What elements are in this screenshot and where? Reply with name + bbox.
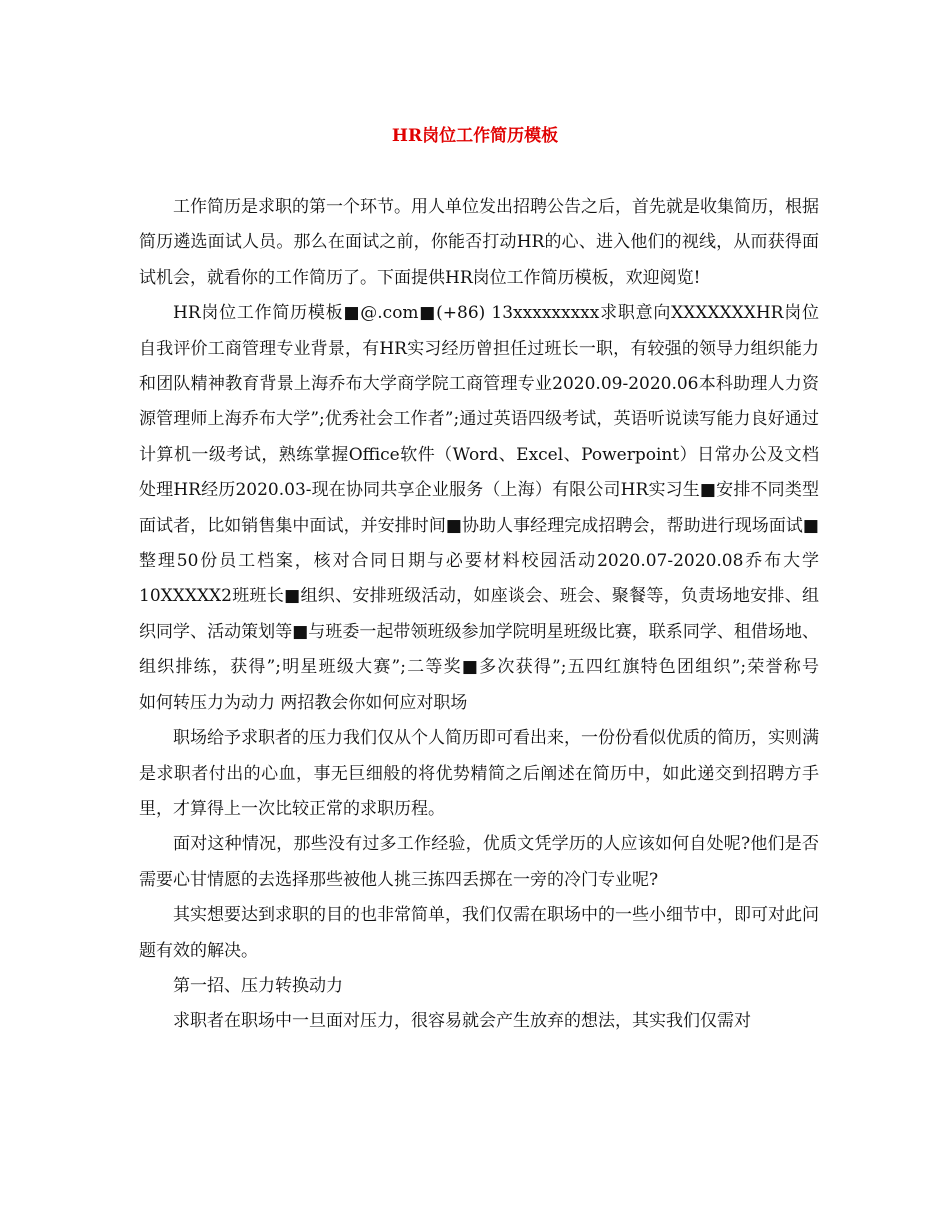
paragraph-question: 面对这种情况，那些没有过多工作经验，优质文凭学历的人应该如何自处呢?他们是否需要心甘情愿的去选择那些被他人挑三拣四丢掷在一旁的冷门专业呢? — [139, 834, 819, 890]
paragraph-intro: 工作简历是求职的第一个环节。用人单位发出招聘公告之后，首先就是收集简历，根据简历遴选面试人员。那么在面试之前，你能否打动HR的心、进入他们的视线，从而获得面试机会，就看你的工作简历了。下面提供HR岗位工作简历模板，欢迎阅览! — [139, 197, 819, 288]
document-body — [139, 190, 853, 1039]
paragraph-last: 求职者在职场中一旦面对压力，很容易就会产生放弃的想法，其实我们仅需对 — [173, 1011, 751, 1032]
paragraph-resume-template: HR岗位工作简历模板■@.com■(+86) 13xxxxxxxxx求职意向XXXXXXXHR岗位自我评价工商管理专业背景，有HR实习经历曾担任过班长一职，有较强的领导力组织能力和团队精神教育背景上海乔布大学商学院工商管理专业2020.09-2020.06本科助理人力资源管理师上海乔布大学”;优秀社会工作者”;通过英语四级考试，英语听说读写能力良好通过计算机一级考试，熟练掌握Office软件（Word、Excel、Powerpoint）日常办公及文档处理HR经历2020.03-现在协同共享企业服务（上海）有限公司HR实习生■安排不同类型面试者，比如销售集中面试，并安排时间■协助人事经理完成招聘会，帮助进行现场面试■整理50份员工档案，核对合同日期与必要材料校园活动2020.07-2020.08乔布大学10XXXXX2班班长■组织、安排班级活动，如座谈会、班会、聚餐等，负责场地安排、组织同学、活动策划等■与班委一起带领班级参加学院明星班级比赛，联系同学、租借场地、组织排练，获得”;明星班级大赛”;二等奖■多次获得”;五四红旗特色团组织”;荣誉称号 如何转压力为动力 两招教会你如何应对职场 — [139, 303, 853, 713]
paragraph-answer: 其实想要达到求职的目的也非常简单，我们仅需在职场中的一些小细节中，即可对此问题有效的解决。 — [139, 905, 819, 961]
paragraph-heading-first-move: 第一招、压力转换动力 — [173, 975, 343, 996]
paragraph-pressure: 职场给予求职者的压力我们仅从个人简历即可看出来，一份份看似优质的简历，实则满是求职者付出的心血，事无巨细般的将优势精简之后阐述在简历中，如此递交到招聘方手里，才算得上一次比较正常的求职历程。 — [139, 728, 819, 819]
document-title: HR岗位工作简历模板 — [391, 126, 559, 146]
